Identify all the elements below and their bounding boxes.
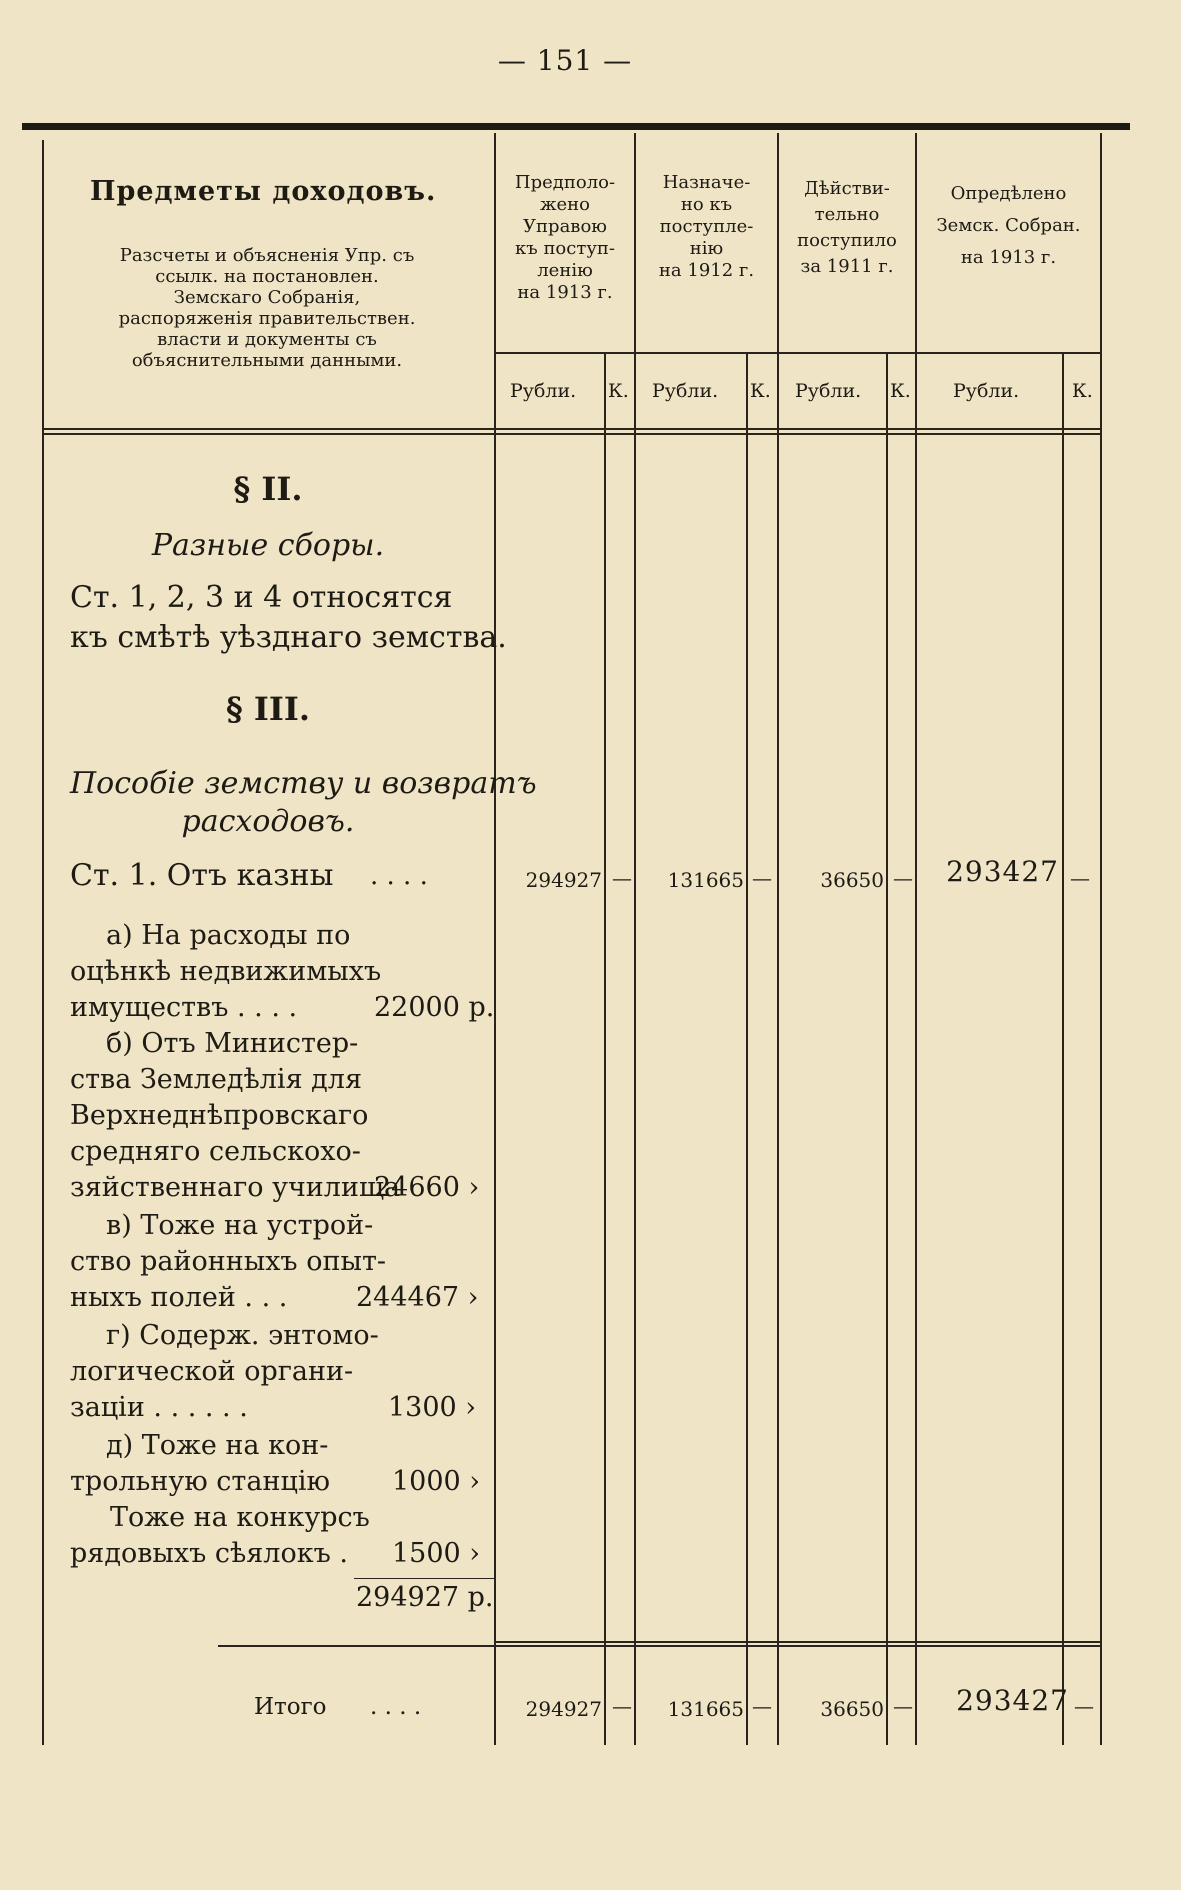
- unit-rub-col4: Рубли.: [953, 380, 1020, 402]
- column-header-determined-1913: Опредѣлено Земск. Собран. на 1913 г.: [936, 183, 1081, 268]
- article-1-label: Ст. 1. Отъ казны: [70, 858, 334, 893]
- subtotal: 294927 р.: [356, 1582, 494, 1613]
- section-2-title: Разные сборы.: [151, 528, 385, 563]
- article-1-assigned-kop: —: [752, 866, 772, 890]
- column-header-actual-1911: Дѣйстви- тельно поступило за 1911 г.: [797, 178, 897, 277]
- total-determined-rub: 293427: [956, 1684, 1069, 1717]
- article-1-dots: . . . .: [370, 861, 428, 891]
- item-e: д) Тоже на кон- трольную станцію: [70, 1430, 330, 1497]
- article-1-proposed-kop: —: [612, 866, 632, 890]
- section-2-heading: § II.: [233, 470, 303, 508]
- section-3-title-line1: Пособіе земству и возвратъ: [70, 766, 537, 801]
- item-c-amount: 244467 ›: [356, 1282, 479, 1313]
- total-assigned-kop: —: [752, 1694, 772, 1718]
- item-e-amount: 1000 ›: [392, 1466, 481, 1497]
- article-1-proposed-rub: 294927: [525, 868, 602, 892]
- unit-kop-col3: К.: [890, 380, 911, 402]
- article-1-assigned-rub: 131665: [667, 868, 744, 892]
- unit-rub-col2: Рубли.: [652, 380, 719, 402]
- item-d: г) Содерж. энтомо- логической органи- заціи . . . . . .: [70, 1320, 379, 1423]
- total-actual-kop: —: [893, 1694, 913, 1718]
- top-rule: [22, 123, 1130, 130]
- section-2-text-line1: Ст. 1, 2, 3 и 4 относятся: [70, 580, 453, 615]
- total-dots: . . . .: [370, 1694, 422, 1720]
- unit-kop-col4: К.: [1072, 380, 1093, 402]
- column-header-assigned-1912: Назначе- но къ поступле- нію на 1912 г.: [658, 172, 755, 281]
- item-a-amount: 22000 р.: [374, 992, 495, 1023]
- page-number: — 151 —: [497, 44, 633, 77]
- article-1-actual-kop: —: [893, 866, 913, 890]
- item-f-amount: 1500 ›: [392, 1538, 481, 1569]
- subtotal-rule: [354, 1578, 494, 1579]
- total-label: Итого: [254, 1694, 327, 1720]
- item-d-amount: 1300 ›: [388, 1392, 477, 1423]
- section-3-heading: § III.: [226, 690, 310, 728]
- header-title: Предметы доходовъ.: [90, 176, 437, 207]
- total-actual-rub: 36650: [820, 1697, 884, 1721]
- total-proposed-rub: 294927: [525, 1697, 602, 1721]
- item-c: в) Тоже на устрой- ство районныхъ опыт- ныхъ полей . . .: [70, 1210, 386, 1313]
- section-3-title-line2: расходовъ.: [181, 804, 355, 839]
- article-1-determined-kop: —: [1070, 866, 1090, 890]
- unit-kop-col2: К.: [750, 380, 771, 402]
- item-f: Тоже на конкурсъ рядовыхъ сѣялокъ .: [70, 1502, 370, 1569]
- total-assigned-rub: 131665: [667, 1697, 744, 1721]
- article-1-determined-rub: 293427: [946, 855, 1059, 888]
- item-a: а) На расходы по оцѣнкѣ недвижимыхъ имуществъ . . . .: [70, 920, 382, 1023]
- unit-kop-col1: К.: [608, 380, 629, 402]
- item-b-amount: 24660 ›: [374, 1172, 480, 1203]
- item-b: б) Отъ Министер- ства Земледѣлія для Верхнеднѣпровскаго средняго сельскохо- зяйственнаго училища: [70, 1028, 401, 1203]
- total-determined-kop: —: [1074, 1694, 1094, 1718]
- unit-rub-col3: Рубли.: [795, 380, 862, 402]
- column-header-proposed-1913: Предполо- жено Управою къ поступ- ленію на 1913 г.: [514, 172, 616, 303]
- unit-rub-col1: Рубли.: [510, 380, 577, 402]
- section-2-text-line2: къ смѣтѣ уѣзднаго земства.: [70, 620, 507, 655]
- total-proposed-kop: —: [612, 1694, 632, 1718]
- header-subtitle: Разсчеты и объясненія Упр. съ ссылк. на постановлен. Земскаго Собранія, распоряженія правительствен. власти и документы съ объяснительными данными.: [118, 245, 416, 371]
- article-1-actual-rub: 36650: [820, 868, 884, 892]
